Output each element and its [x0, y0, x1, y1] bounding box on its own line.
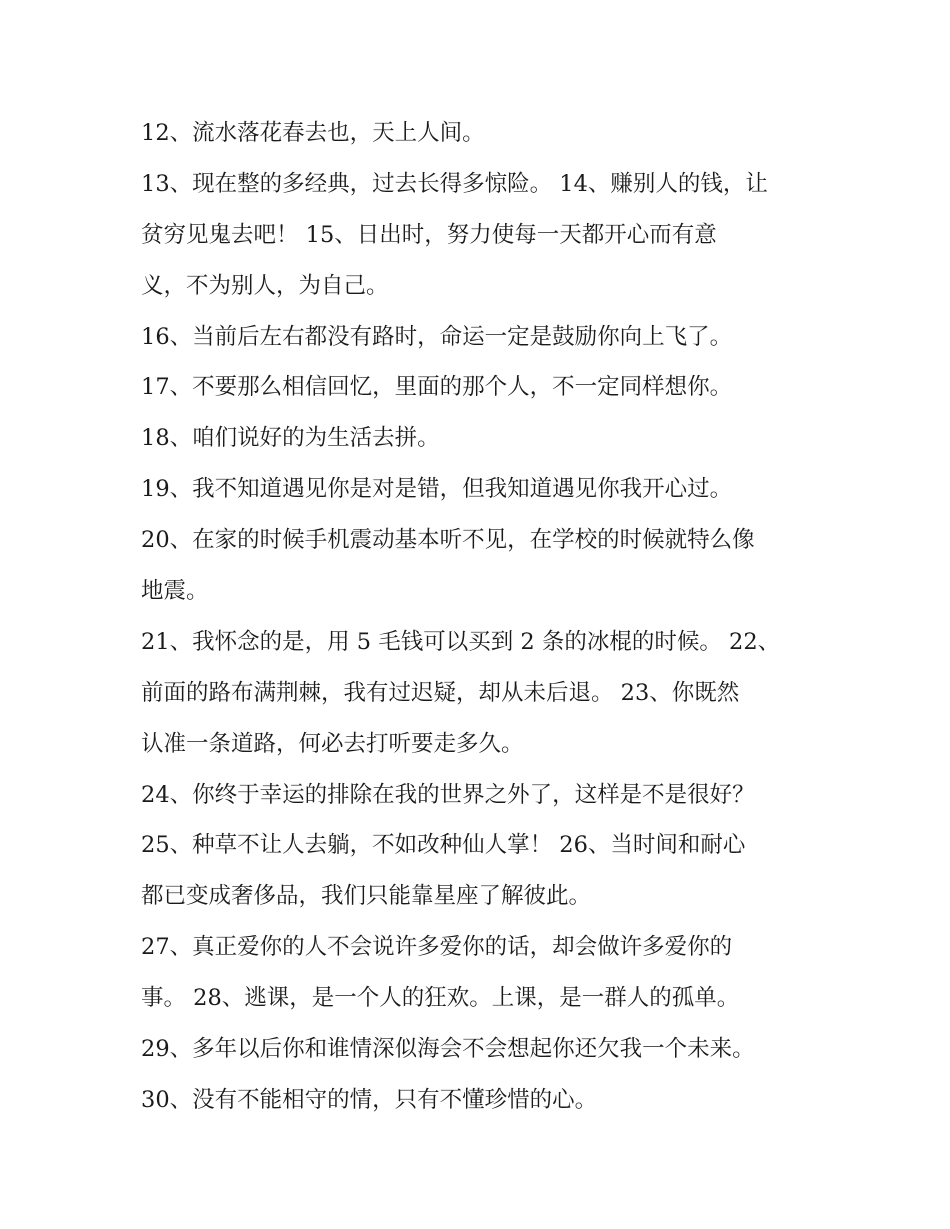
text-line: 事。 28、逃课，是一个人的狂欢。上课，是一群人的孤单。 [141, 985, 740, 1012]
text-line: 前面的路布满荆棘，我有过迟疑，却从未后退。 23、你既然 [141, 679, 740, 706]
text-line: 13、现在整的多经典，过去长得多惊险。 14、赚别人的钱，让 [141, 170, 768, 197]
text-line: 29、多年以后你和谁情深似海会不会想起你还欠我一个未来。 [141, 1036, 755, 1063]
text-line: 贫穷见鬼去吧！ 15、日出时，努力使每一天都开心而有意 [141, 221, 717, 248]
text-line: 17、不要那么相信回忆，里面的那个人，不一定同样想你。 [141, 374, 733, 401]
text-line: 19、我不知道遇见你是对是错，但我知道遇见你我开心过。 [141, 476, 733, 503]
text-line: 21、我怀念的是，用 5 毛钱可以买到 2 条的冰棍的时候。 22、 [141, 628, 781, 655]
text-line: 20、在家的时候手机震动基本听不见，在学校的时候就特么像 [141, 527, 755, 554]
text-line: 义，不为别人，为自己。 [141, 272, 389, 299]
text-line: 27、真正爱你的人不会说许多爱你的话，却会做许多爱你的 [141, 934, 733, 961]
text-line: 认准一条道路，何必去打听要走多久。 [141, 730, 524, 757]
text-line: 16、当前后左右都没有路时，命运一定是鼓励你向上飞了。 [141, 323, 733, 350]
text-line: 25、种草不让人去躺，不如改种仙人掌！ 26、当时间和耐心 [141, 832, 746, 859]
text-line: 都已变成奢侈品，我们只能靠星座了解彼此。 [141, 883, 592, 910]
text-line: 18、咱们说好的为生活去拼。 [141, 425, 440, 452]
text-line: 30、没有不能相守的情，只有不懂珍惜的心。 [141, 1086, 598, 1113]
text-line: 12、流水落花春去也，天上人间。 [141, 120, 485, 146]
text-line: 地震。 [141, 578, 209, 605]
text-body [141, 108, 831, 1126]
text-line: 24、你终于幸运的排除在我的世界之外了，这样是不是很好？ [141, 781, 755, 808]
